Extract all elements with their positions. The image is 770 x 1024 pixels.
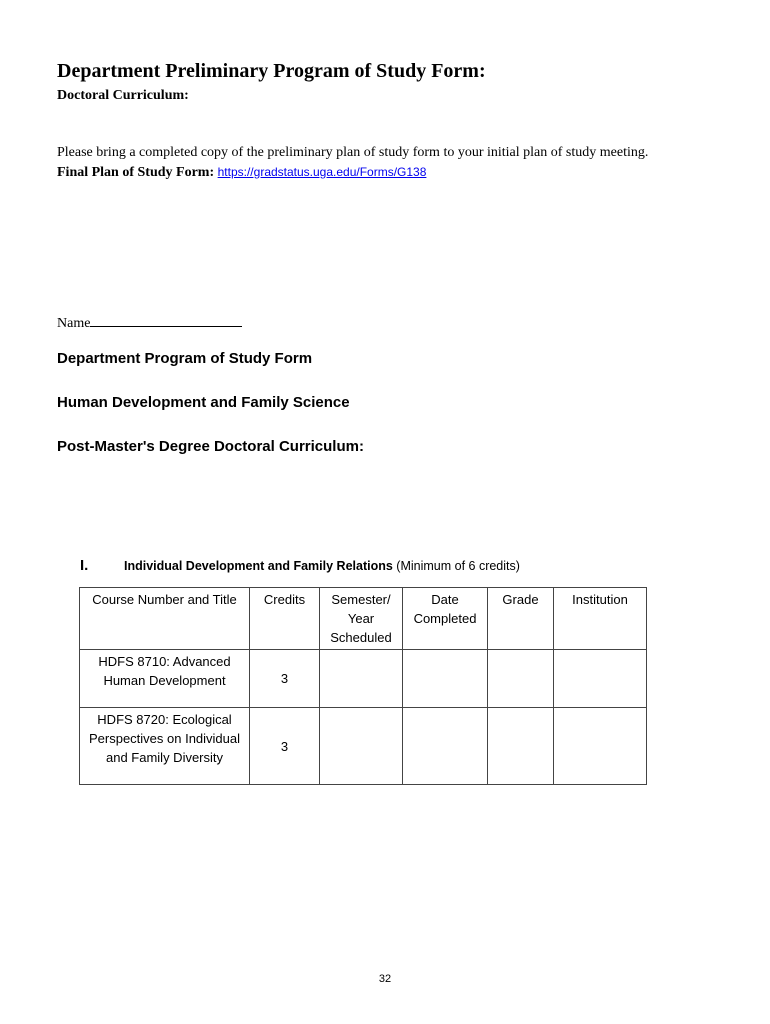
institution-cell[interactable]: [554, 708, 647, 785]
page-number: 32: [378, 973, 392, 985]
section-title: Individual Development and Family Relations: [124, 559, 393, 573]
course-cell: HDFS 8710: Advanced Human Development: [80, 650, 250, 708]
header-course: Course Number and Title: [80, 588, 250, 650]
name-field: [57, 313, 242, 332]
header-credits: Credits: [250, 588, 320, 650]
semester-cell[interactable]: [320, 650, 403, 708]
heading-program-form: Department Program of Study Form: [57, 350, 313, 367]
semester-cell[interactable]: [320, 708, 403, 785]
final-plan-line: [57, 165, 426, 181]
heading-curriculum: Post-Master's Degree Doctoral Curriculum:: [57, 438, 364, 455]
grade-cell[interactable]: [488, 650, 554, 708]
date-cell[interactable]: [403, 650, 488, 708]
table-header-row: [80, 588, 647, 650]
document-title: Department Preliminary Program of Study Form:: [57, 60, 486, 82]
course-table: [79, 587, 647, 785]
section-title-line: [124, 559, 520, 573]
document-subtitle: Doctoral Curriculum:: [57, 88, 189, 103]
header-grade: Grade: [488, 588, 554, 650]
date-cell[interactable]: [403, 708, 488, 785]
course-cell: HDFS 8720: Ecological Perspectives on Individual and Family Diversity: [80, 708, 250, 785]
header-institution: Institution: [554, 588, 647, 650]
header-date: Date Completed: [403, 588, 488, 650]
credits-cell: 3: [250, 708, 320, 785]
grade-cell[interactable]: [488, 708, 554, 785]
section-number: I.: [80, 557, 89, 574]
name-label: Name: [57, 316, 91, 331]
credits-cell: 3: [250, 650, 320, 708]
final-plan-link[interactable]: https://gradstatus.uga.edu/Forms/G138: [217, 165, 427, 179]
table-row: [80, 650, 647, 708]
table-row: [80, 708, 647, 785]
header-semester: Semester/ Year Scheduled: [320, 588, 403, 650]
name-blank-line[interactable]: [90, 313, 242, 327]
instructions-text: Please bring a completed copy of the preliminary plan of study form to your initial plan of study meeting.: [57, 145, 649, 160]
final-plan-label: Final Plan of Study Form:: [57, 165, 215, 180]
heading-department: Human Development and Family Science: [57, 394, 350, 411]
section-note: (Minimum of 6 credits): [392, 559, 520, 573]
institution-cell[interactable]: [554, 650, 647, 708]
